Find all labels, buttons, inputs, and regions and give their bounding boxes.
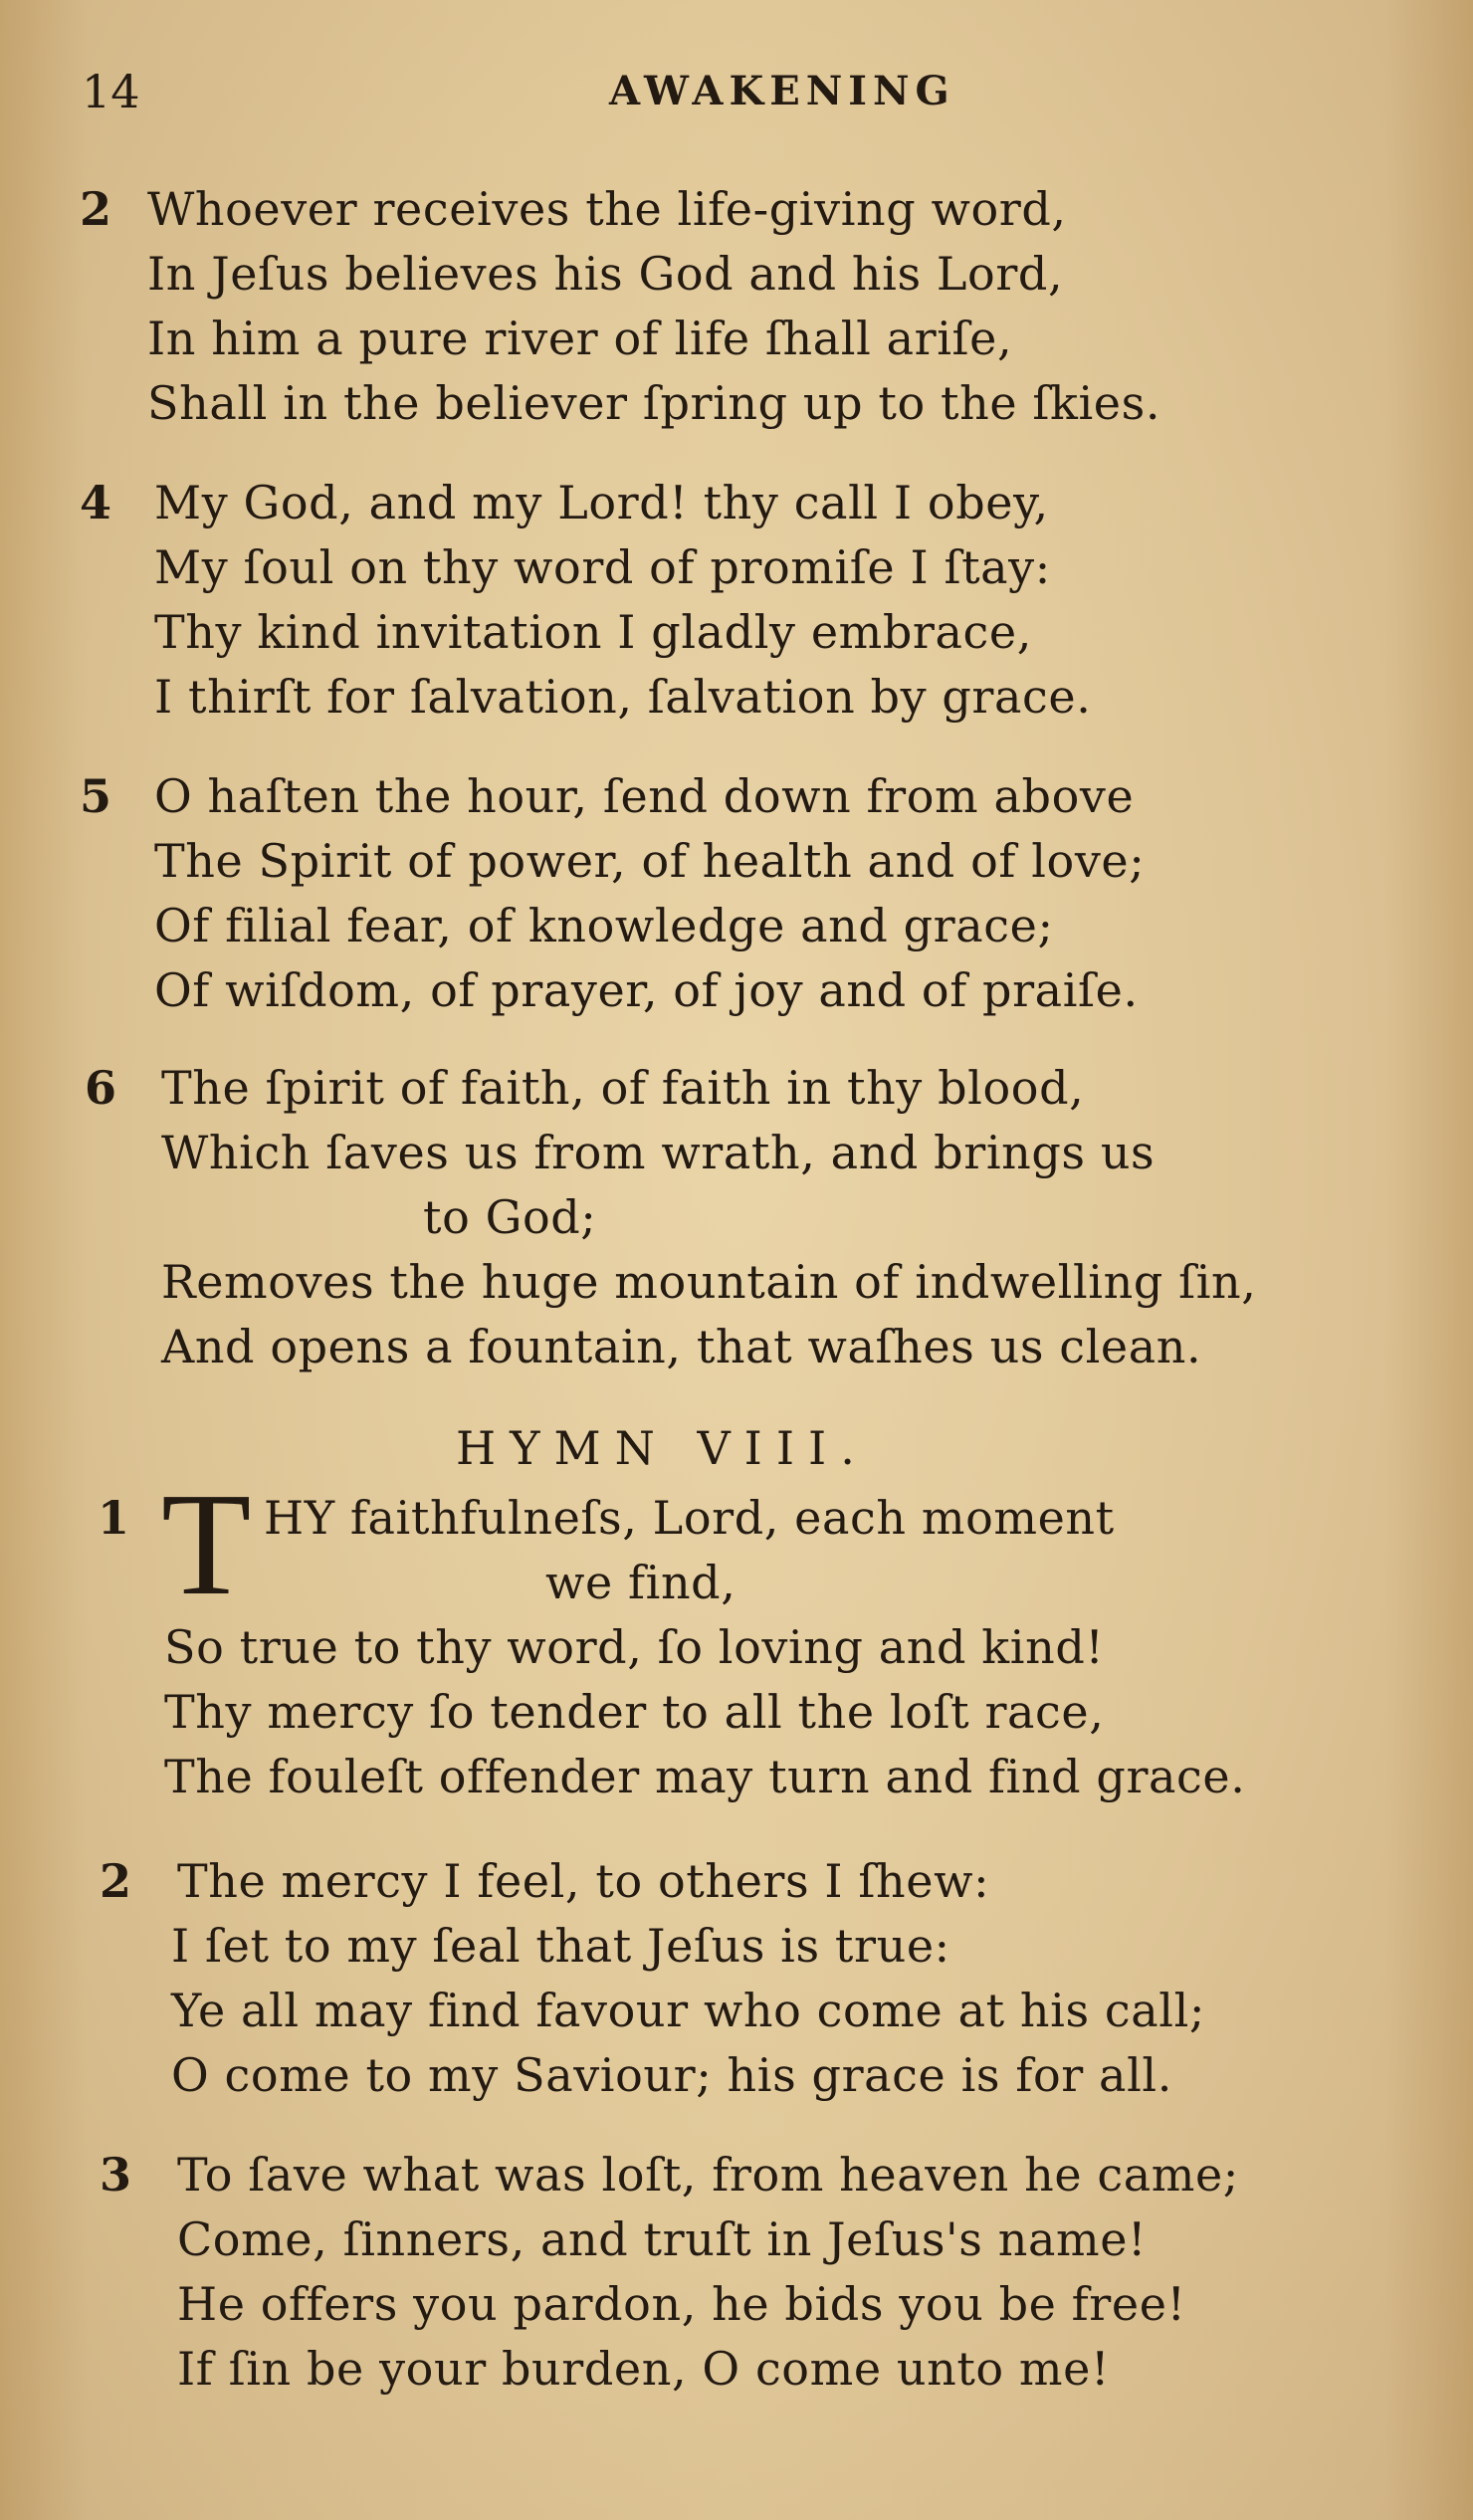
running-head: AWAKENING: [609, 68, 955, 114]
verse-line: My ſoul on thy word of promiſe I ſtay:: [154, 540, 1051, 594]
verse-line: O come to my Saviour; his grace is for all.: [171, 2048, 1172, 2102]
stanza-number: 6: [85, 1061, 117, 1115]
verse-line: Of filial fear, of knowledge and grace;: [154, 899, 1054, 952]
hymn-title: HYMN VIII.: [456, 1421, 869, 1475]
verse-line: If ſin be your burden, O come unto me!: [177, 2342, 1111, 2396]
verse-line: we find,: [545, 1556, 736, 1609]
verse-line: Removes the huge mountain of indwelling ſin,: [161, 1255, 1257, 1309]
stanza-number: 4: [80, 476, 112, 529]
stanza-number: 2: [80, 182, 112, 236]
verse-line: In Jeſus believes his God and his Lord,: [147, 247, 1064, 301]
verse-line: The Spirit of power, of health and of love;: [154, 834, 1146, 888]
verse-line: My God, and my Lord! thy call I obey,: [154, 476, 1049, 529]
verse-line: The ſpirit of faith, of faith in thy blood,: [161, 1061, 1085, 1115]
verse-line: In him a pure river of life ſhall ariſe,: [147, 312, 1013, 365]
stanza-number: 2: [100, 1854, 132, 1908]
verse-line: HY faithfulneſs, Lord, each moment: [264, 1491, 1115, 1545]
stanza-number: 1: [98, 1491, 130, 1545]
verse-line: Of wiſdom, of prayer, of joy and of praiſe.: [154, 963, 1139, 1017]
verse-line: I thirſt for ſalvation, ſalvation by grace.: [154, 670, 1092, 724]
verse-line: So true to thy word, ſo loving and kind!: [164, 1620, 1105, 1674]
verse-line: O haſten the hour, ſend down from above: [154, 769, 1135, 823]
verse-line: Which ſaves us from wrath, and brings us: [161, 1126, 1156, 1179]
verse-line: Thy mercy ſo tender to all the loſt race,: [164, 1685, 1105, 1739]
verse-line: Whoever receives the life-giving word,: [147, 182, 1067, 236]
verse-line: Come, ſinners, and truſt in Jeſus's name!: [177, 2212, 1148, 2266]
verse-line: To ſave what was loſt, from heaven he came;: [177, 2148, 1239, 2202]
page-header: [82, 62, 1393, 121]
verse-line: Ye all may find favour who come at his call;: [171, 1984, 1205, 2037]
page-number: 14: [82, 65, 140, 118]
drop-cap: T: [161, 1463, 252, 1626]
verse-line: to God;: [423, 1190, 597, 1244]
stanza-number: 5: [80, 769, 112, 823]
verse-line: The fouleſt offender may turn and find grace.: [164, 1750, 1246, 1803]
verse-line: I ſet to my ſeal that Jeſus is true:: [171, 1919, 950, 1973]
verse-line: He offers you pardon, he bids you be free!: [177, 2277, 1186, 2331]
verse-line: The mercy I feel, to others I ſhew:: [177, 1854, 990, 1908]
verse-line: Thy kind invitation I gladly embrace,: [154, 605, 1032, 659]
verse-line: And opens a fountain, that waſhes us clean.: [161, 1320, 1202, 1373]
verse-line: Shall in the believer ſpring up to the ſkies.: [147, 376, 1161, 430]
stanza-number: 3: [100, 2148, 132, 2202]
